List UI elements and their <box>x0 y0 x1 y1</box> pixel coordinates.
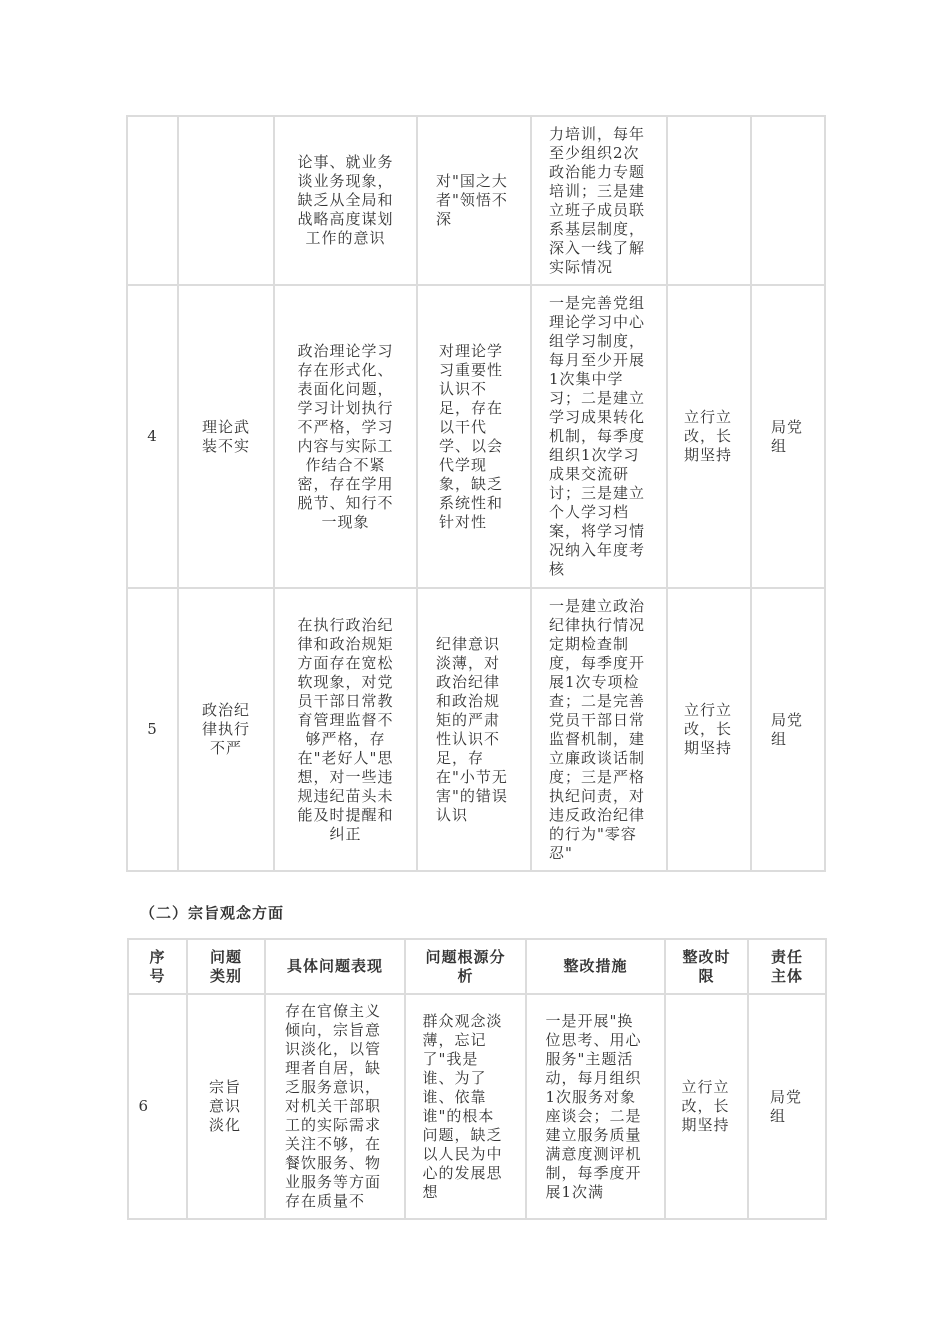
cell-cause <box>417 116 531 285</box>
deadline-text: 立行立改，长期坚持 <box>684 701 733 757</box>
owner-text: 局党组 <box>771 417 804 455</box>
cell-measures <box>531 588 667 871</box>
header-cause <box>405 939 526 994</box>
table-header-row <box>128 939 826 994</box>
measures-text: 一是建立政治纪律执行情况定期检查制度，每季度开展1次专项检查；二是完善党员干部日常监督机制，建立廉政谈话制度；三是严格执纪问责，对违反政治纪律的行为"零容忍" <box>549 596 646 862</box>
cell-problem <box>274 285 417 588</box>
table-row <box>127 116 825 285</box>
deadline-text: 立行立改，长期坚持 <box>681 1078 730 1134</box>
header-text: 问题根源分析 <box>425 947 506 985</box>
cell-owner <box>751 116 825 285</box>
cell-deadline <box>665 994 748 1219</box>
cell-problem <box>265 994 405 1219</box>
measures-text: 力培训，每年至少组织2次政治能力专题培训；三是建立班子成员联系基层制度，深入一线了解实际情况 <box>549 124 646 276</box>
cell-no <box>128 994 187 1219</box>
rectification-table-part2 <box>127 938 827 1220</box>
cell-no <box>127 285 178 588</box>
problem-text: 论事、就业务谈业务现象，缺乏从全局和战略高度谋划工作的意识 <box>297 153 394 247</box>
cell-category <box>178 285 274 588</box>
cell-category <box>178 116 274 285</box>
cell-owner <box>751 588 825 871</box>
header-text: 整改时限 <box>682 947 731 985</box>
cell-owner <box>748 994 826 1219</box>
row-number: 6 <box>138 1097 150 1115</box>
row-number: 5 <box>147 720 158 738</box>
header-text: 责任主体 <box>770 947 803 985</box>
cause-text: 对"国之大者"领悟不深 <box>436 172 508 228</box>
cell-deadline <box>667 588 751 871</box>
cell-owner <box>751 285 825 588</box>
header-text: 具体问题表现 <box>286 957 383 975</box>
header-text: 问题类别 <box>209 947 242 985</box>
owner-text: 局党组 <box>770 1087 803 1125</box>
cell-problem <box>274 116 417 285</box>
header-deadline <box>665 939 748 994</box>
header-category <box>187 939 265 994</box>
measures-text: 一是完善党组理论学习中心组学习制度，每月至少开展1次集中学习；二是建立学习成果转化机制，每季度组织1次学习成果交流研讨；三是建立个人学习档案，将学习情况纳入年度考核 <box>549 294 646 578</box>
deadline-text: 立行立改，长期坚持 <box>684 408 733 464</box>
cause-text: 纪律意识淡薄，对政治纪律和政治规矩的严肃性认识不足，存在"小节无害"的错误认识 <box>436 634 508 824</box>
table-row <box>127 588 825 871</box>
owner-text: 局党组 <box>771 710 804 748</box>
measures-text: 一是开展"换位思考、用心服务"主题活动，每月组织1次服务对象座谈会；二是建立服务质量满意度测评机制，每季度开展1次满 <box>545 1011 642 1201</box>
problem-text: 存在官僚主义倾向，宗旨意识淡化，以管理者自居，缺乏服务意识，对机关干部职工的实际需求关注不够，在餐饮服务、物业服务等方面存在质量不 <box>285 1002 382 1210</box>
cell-cause <box>417 588 531 871</box>
problem-text: 政治理论学习存在形式化、表面化问题，学习计划执行不严格，学习内容与实际工作结合不紧密，存在学用脱节、知行不一现象 <box>297 341 394 531</box>
header-text: 序号 <box>149 947 166 985</box>
cell-category <box>187 994 265 1219</box>
section-heading: （二）宗旨观念方面 <box>140 904 285 922</box>
cell-deadline <box>667 285 751 588</box>
rectification-table-part1 <box>126 115 826 872</box>
cause-text: 对理论学习重要性认识不足，存在以干代学、以会代学现象，缺乏系统性和针对性 <box>439 341 504 531</box>
header-measures <box>526 939 665 994</box>
cell-measures <box>531 285 667 588</box>
header-problem <box>265 939 405 994</box>
table-row <box>127 285 825 588</box>
cell-cause <box>405 994 526 1219</box>
cell-category <box>178 588 274 871</box>
header-no <box>128 939 187 994</box>
table-row <box>128 994 826 1219</box>
problem-text: 在执行政治纪律和政治规矩方面存在宽松软现象，对党员干部日常教育管理监督不够严格，存在"老好人"思想，对一些违规违纪苗头未能及时提醒和纠正 <box>297 615 394 843</box>
category-text: 宗旨意识淡化 <box>209 1078 242 1134</box>
category-text: 理论武装不实 <box>201 417 250 455</box>
cell-no <box>127 588 178 871</box>
header-text: 整改措施 <box>563 957 628 975</box>
cell-problem <box>274 588 417 871</box>
cell-cause <box>417 285 531 588</box>
header-owner <box>748 939 826 994</box>
cell-measures <box>531 116 667 285</box>
category-text: 政治纪律执行不严 <box>201 701 250 757</box>
cell-no <box>127 116 178 285</box>
cell-measures <box>526 994 665 1219</box>
cell-deadline <box>667 116 751 285</box>
cause-text: 群众观念淡薄，忘记了"我是谁、为了谁、依靠谁"的根本问题，缺乏以人民为中心的发展思想 <box>422 1011 503 1201</box>
row-number: 4 <box>147 427 158 445</box>
